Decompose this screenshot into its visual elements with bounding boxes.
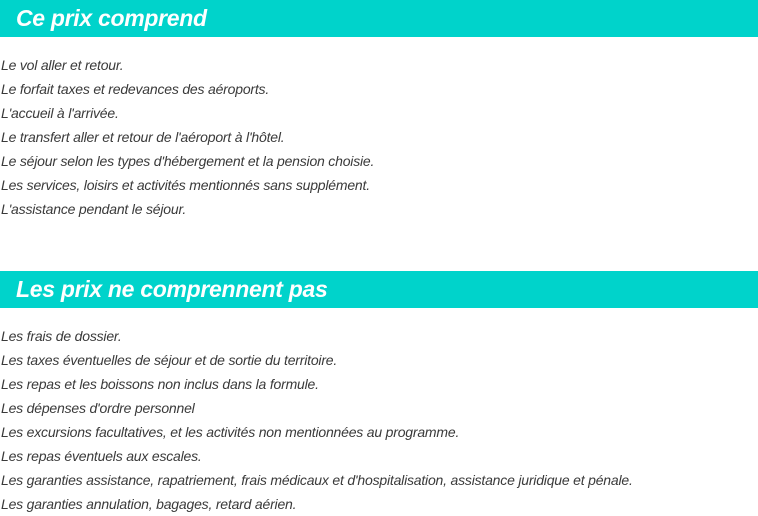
list-item: Les garanties annulation, bagages, retard aérien.: [1, 496, 297, 512]
not-included-list: [1, 324, 633, 516]
list-item: Le forfait taxes et redevances des aéroports.: [1, 81, 270, 97]
section-header-included: Ce prix comprend: [0, 0, 758, 37]
list-item: Les repas éventuels aux escales.: [1, 448, 202, 464]
list-item: L'assistance pendant le séjour.: [1, 201, 187, 217]
list-item: Les excursions facultatives, et les activités non mentionnées au programme.: [1, 424, 460, 440]
list-item: Les services, loisirs et activités mentionnés sans supplément.: [1, 177, 370, 193]
list-item: Les repas et les boissons non inclus dans la formule.: [1, 376, 319, 392]
list-item: Les taxes éventuelles de séjour et de sortie du territoire.: [1, 352, 338, 368]
list-item: Les garanties assistance, rapatriement, frais médicaux et d'hospitalisation, assistance juridique et pénale.: [1, 472, 633, 488]
list-item: Les dépenses d'ordre personnel: [1, 400, 195, 416]
list-item: L'accueil à l'arrivée.: [1, 105, 119, 121]
included-list: [1, 53, 374, 221]
list-item: Le transfert aller et retour de l'aéroport à l'hôtel.: [1, 129, 285, 145]
section-header-not-included: Les prix ne comprennent pas: [0, 271, 758, 308]
list-item: Le vol aller et retour.: [1, 57, 124, 73]
list-item: Les frais de dossier.: [1, 328, 122, 344]
list-item: Le séjour selon les types d'hébergement et la pension choisie.: [1, 153, 375, 169]
